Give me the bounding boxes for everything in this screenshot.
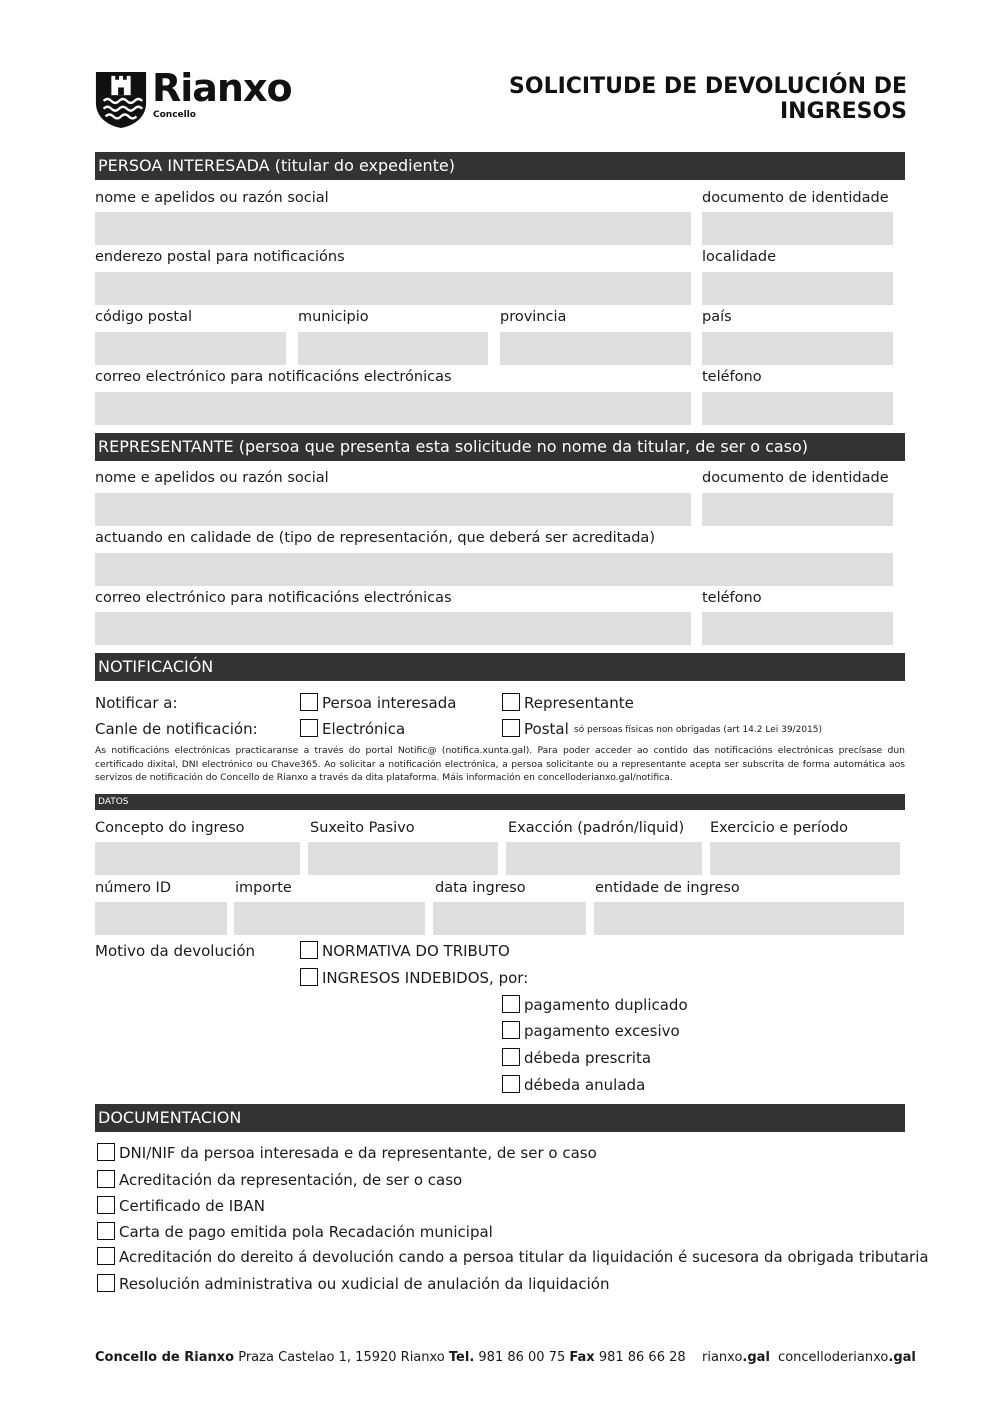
input-numero-id[interactable] <box>95 902 227 935</box>
input-rep-nome[interactable] <box>95 493 691 526</box>
label-telefono: teléfono <box>702 369 762 385</box>
option-normativa: NORMATIVA DO TRIBUTO <box>322 942 510 960</box>
label-pais: país <box>702 309 732 325</box>
footer-tel: 981 86 00 75 <box>478 1350 566 1365</box>
label-documento: documento de identidade <box>702 190 889 206</box>
checkbox-duplicado[interactable] <box>502 995 520 1013</box>
label-correo: correo electrónico para notificacións electrónicas <box>95 369 452 385</box>
label-motivo: Motivo da devolución <box>95 942 256 960</box>
doc-item: Carta de pago emitida pola Recadación municipal <box>119 1223 493 1241</box>
footer-tel-label: Tel. <box>448 1350 475 1365</box>
label-canle: Canle de notificación: <box>95 720 258 738</box>
label-concepto: Concepto do ingreso <box>95 820 245 836</box>
input-persoa-correo[interactable] <box>95 392 691 425</box>
footer-contact <box>95 1350 686 1365</box>
input-persoa-enderezo[interactable] <box>95 272 691 305</box>
input-rep-documento[interactable] <box>702 493 893 526</box>
checkbox-anulada[interactable] <box>502 1075 520 1093</box>
checkbox-doc-dereito[interactable] <box>97 1247 115 1265</box>
input-exercicio[interactable] <box>710 842 900 875</box>
doc-item: Acreditación da representación, de ser o caso <box>119 1171 463 1189</box>
option-electronica: Electrónica <box>322 720 406 738</box>
checkbox-doc-carta-pago[interactable] <box>97 1222 115 1240</box>
label-suxeito: Suxeito Pasivo <box>310 820 415 836</box>
option-anulada: débeda anulada <box>524 1076 646 1094</box>
checkbox-excesivo[interactable] <box>502 1021 520 1039</box>
label-municipio: municipio <box>298 309 369 325</box>
option-excesivo: pagamento excesivo <box>524 1022 680 1040</box>
section-documentacion: DOCUMENTACION <box>95 1104 905 1132</box>
label-exercicio: Exercicio e período <box>710 820 848 836</box>
checkbox-indebidos[interactable] <box>300 968 318 986</box>
label-provincia: provincia <box>500 309 567 325</box>
document-title: SOLICITUDE DE DEVOLUCIÓN DE INGRESOS <box>509 74 907 124</box>
footer-websites <box>702 1350 916 1365</box>
input-persoa-municipio[interactable] <box>298 332 488 365</box>
input-persoa-codigo-postal[interactable] <box>95 332 286 365</box>
logo-wordmark: Rianxo <box>152 66 292 110</box>
input-rep-correo[interactable] <box>95 612 691 645</box>
label-entidade: entidade de ingreso <box>595 880 740 896</box>
checkbox-canle-electronica[interactable] <box>300 719 318 737</box>
input-importe[interactable] <box>234 902 425 935</box>
checkbox-prescrita[interactable] <box>502 1048 520 1066</box>
checkbox-doc-acreditacion[interactable] <box>97 1170 115 1188</box>
label-numero-id: número ID <box>95 880 171 896</box>
doc-item: Acreditación do dereito á devolución cando a persoa titular da liquidación é sucesora da obrigada tributaria <box>119 1248 929 1266</box>
label-rep-nome: nome e apelidos ou razón social <box>95 470 329 486</box>
label-data-ingreso: data ingreso <box>435 880 526 896</box>
section-notificacion: NOTIFICACIÓN <box>95 653 905 681</box>
footer-web2[interactable]: concelloderianxo.gal <box>778 1350 916 1365</box>
input-concepto[interactable] <box>95 842 300 875</box>
checkbox-notificar-representante[interactable] <box>502 693 520 711</box>
label-rep-correo: correo electrónico para notificacións electrónicas <box>95 590 452 606</box>
footer-fax: 981 86 66 28 <box>598 1350 686 1365</box>
checkbox-notificar-persoa[interactable] <box>300 693 318 711</box>
logo-subtitle: Concello <box>153 110 196 120</box>
section-datos: DATOS <box>95 794 905 810</box>
input-persoa-localidade[interactable] <box>702 272 893 305</box>
input-suxeito[interactable] <box>308 842 498 875</box>
footer-address: Praza Castelao 1, 15920 Rianxo <box>238 1350 445 1365</box>
checkbox-doc-iban[interactable] <box>97 1196 115 1214</box>
label-nome: nome e apelidos ou razón social <box>95 190 329 206</box>
input-exaccion[interactable] <box>506 842 702 875</box>
input-persoa-telefono[interactable] <box>702 392 893 425</box>
input-rep-telefono[interactable] <box>702 612 893 645</box>
checkbox-canle-postal[interactable] <box>502 719 520 737</box>
label-enderezo: enderezo postal para notificacións <box>95 249 345 265</box>
option-indebidos: INGRESOS INDEBIDOS, por: <box>322 969 529 987</box>
option-prescrita: débeda prescrita <box>524 1049 652 1067</box>
option-duplicado: pagamento duplicado <box>524 996 688 1014</box>
input-entidade[interactable] <box>594 902 904 935</box>
input-data-ingreso[interactable] <box>433 902 586 935</box>
section-persoa-interesada: PERSOA INTERESADA (titular do expediente) <box>95 152 905 180</box>
checkbox-normativa[interactable] <box>300 941 318 959</box>
input-rep-actuando[interactable] <box>95 553 893 586</box>
notification-info-text: As notificacións electrónicas practicaranse a través do portal Notific@ (notifica.xunta.gal). Para poder acceder ao contido das notificacións electrónicas precísase dun certificado dixital, DNI electrónico ou Chave365. Ao solicitar a notificación electrónica, a persoa solicitante ou a representante acepta ser subscrita de forma automática aos servizos de notificación do Concello de Rianxo a través da dita plataforma. Máis información en concelloderianxo.gal/notifica. <box>95 745 905 783</box>
label-notificar-a: Notificar a: <box>95 694 178 712</box>
checkbox-doc-dni[interactable] <box>97 1143 115 1161</box>
input-persoa-nome[interactable] <box>95 212 691 245</box>
label-codigo-postal: código postal <box>95 309 192 325</box>
section-representante: REPRESENTANTE (persoa que presenta esta solicitude no nome da titular, de ser o caso) <box>95 433 905 461</box>
option-postal: Postal <box>524 720 569 738</box>
doc-item: Certificado de IBAN <box>119 1197 265 1215</box>
doc-item: DNI/NIF da persoa interesada e da representante, de ser o caso <box>119 1144 597 1162</box>
input-persoa-provincia[interactable] <box>500 332 691 365</box>
label-rep-documento: documento de identidade <box>702 470 889 486</box>
footer-web1[interactable]: rianxo.gal <box>702 1350 770 1365</box>
option-persoa-interesada: Persoa interesada <box>322 694 457 712</box>
input-persoa-documento[interactable] <box>702 212 893 245</box>
doc-item: Resolución administrativa ou xudicial de anulación da liquidación <box>119 1275 610 1293</box>
option-representante: Representante <box>524 694 634 712</box>
label-localidade: localidade <box>702 249 777 265</box>
rianxo-shield-logo <box>94 70 148 130</box>
input-persoa-pais[interactable] <box>702 332 893 365</box>
label-rep-telefono: teléfono <box>702 590 762 606</box>
label-exaccion: Exacción (padrón/liquid) <box>508 820 685 836</box>
footer-org: Concello de Rianxo <box>95 1350 235 1365</box>
footer-fax-label: Fax <box>569 1350 595 1365</box>
postal-note: só persoas físicas non obrigadas (art 14.2 Lei 39/2015) <box>574 725 823 735</box>
label-rep-actuando: actuando en calidade de (tipo de representación, que deberá ser acreditada) <box>95 530 655 546</box>
checkbox-doc-resolucion[interactable] <box>97 1274 115 1292</box>
label-importe: importe <box>235 880 292 896</box>
